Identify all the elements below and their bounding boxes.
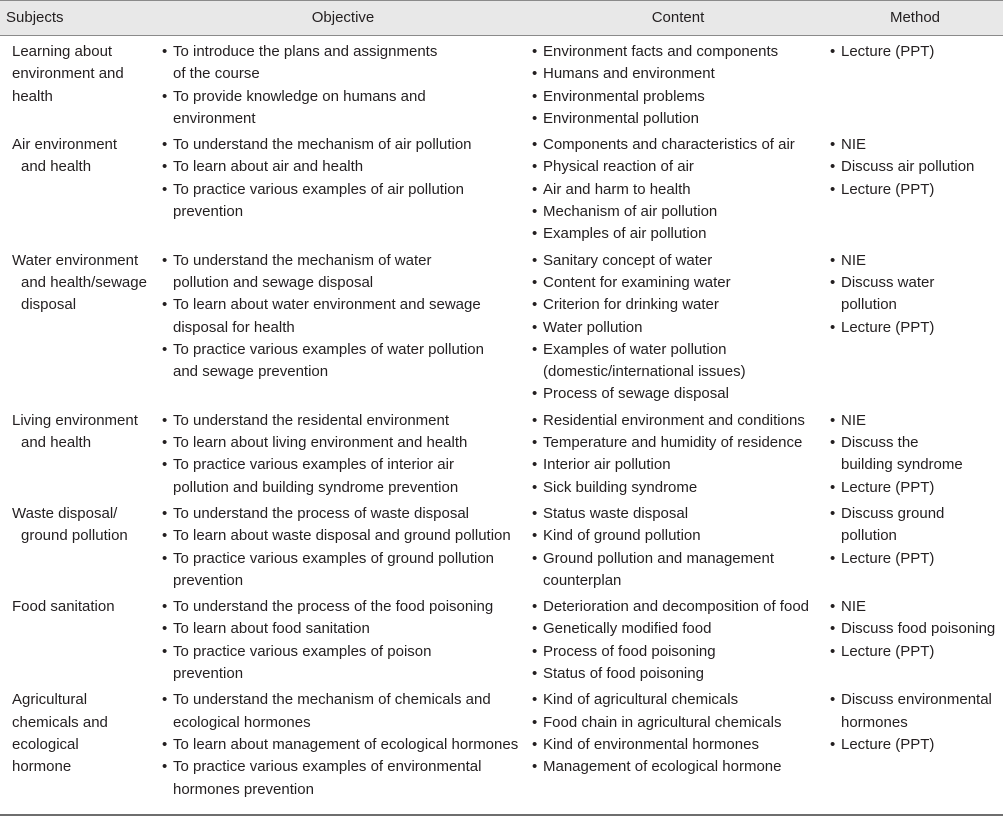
content-item bbox=[532, 250, 827, 272]
content-item bbox=[532, 503, 827, 525]
content-item bbox=[532, 641, 827, 663]
objective-text: • To practice various examples of poison bbox=[173, 642, 432, 660]
table-header bbox=[0, 0, 1003, 36]
objective-item bbox=[162, 410, 529, 432]
objective-text: • To practice various examples of air pollution bbox=[173, 180, 464, 198]
objective-text: • To practice various examples of interior air bbox=[173, 456, 454, 474]
content-text: • Sanitary concept of water bbox=[543, 251, 713, 269]
method-text: • Lecture (PPT) bbox=[841, 735, 935, 753]
method-text: pollution bbox=[841, 296, 897, 314]
content-item bbox=[532, 596, 827, 618]
content-cell bbox=[529, 41, 827, 130]
objective-cell bbox=[157, 41, 529, 130]
method-text: pollution bbox=[841, 527, 897, 545]
content-text: • Environmental pollution bbox=[543, 109, 699, 127]
subject-line: and health bbox=[21, 434, 92, 452]
content-text: • Air and harm to health bbox=[543, 180, 691, 198]
method-cell bbox=[827, 250, 1003, 406]
objective-text: prevention bbox=[173, 571, 244, 589]
content-item bbox=[532, 548, 827, 593]
objective-text: hormones prevention bbox=[173, 780, 314, 798]
content-text: • Ground pollution and management bbox=[543, 549, 774, 567]
table-row bbox=[0, 41, 1003, 130]
method-item bbox=[830, 503, 1003, 548]
method-cell bbox=[827, 410, 1003, 499]
objective-item bbox=[162, 618, 529, 640]
content-cell bbox=[529, 134, 827, 245]
content-item bbox=[532, 477, 827, 499]
subject-cell bbox=[0, 250, 157, 406]
objective-text: • To introduce the plans and assignments bbox=[173, 43, 438, 60]
objective-text: environment bbox=[173, 109, 256, 127]
content-text: • Physical reaction of air bbox=[543, 158, 694, 176]
content-text: • Content for examining water bbox=[543, 273, 731, 291]
content-cell bbox=[529, 689, 827, 800]
objective-text: • To learn about waste disposal and ground pollution bbox=[173, 527, 511, 545]
method-item bbox=[830, 41, 1003, 63]
method-text: • Lecture (PPT) bbox=[841, 43, 935, 60]
objective-text: • To learn about air and health bbox=[173, 158, 364, 176]
objective-text: • To learn about food sanitation bbox=[173, 620, 370, 638]
content-text: • Genetically modified food bbox=[543, 620, 712, 638]
method-item bbox=[830, 432, 1003, 477]
content-item bbox=[532, 454, 827, 476]
content-text: • Process of food poisoning bbox=[543, 642, 716, 660]
objective-text: prevention bbox=[173, 203, 244, 221]
content-item bbox=[532, 618, 827, 640]
method-item bbox=[830, 410, 1003, 432]
subject-cell bbox=[0, 503, 157, 592]
content-text: • Sick building syndrome bbox=[543, 478, 698, 496]
content-text: • Temperature and humidity of residence bbox=[543, 434, 803, 452]
content-item bbox=[532, 86, 827, 108]
objective-item bbox=[162, 250, 529, 295]
subject-cell bbox=[0, 689, 157, 800]
method-cell bbox=[827, 41, 1003, 130]
table-row bbox=[0, 503, 1003, 592]
content-item bbox=[532, 663, 827, 685]
objective-cell bbox=[157, 503, 529, 592]
content-item bbox=[532, 756, 827, 778]
method-item bbox=[830, 477, 1003, 499]
objective-item bbox=[162, 756, 529, 801]
content-text: • Kind of environmental hormones bbox=[543, 735, 759, 753]
method-text: • Discuss air pollution bbox=[841, 158, 975, 176]
method-text: hormones bbox=[841, 713, 908, 731]
objective-item bbox=[162, 641, 529, 686]
content-text: • Kind of ground pollution bbox=[543, 527, 701, 545]
subject-cell bbox=[0, 410, 157, 499]
method-text: • Lecture (PPT) bbox=[841, 642, 935, 660]
objective-item bbox=[162, 734, 529, 756]
content-item bbox=[532, 179, 827, 201]
content-item bbox=[532, 432, 827, 454]
subject-cell bbox=[0, 134, 157, 245]
content-text: • Environment facts and components bbox=[543, 43, 779, 60]
objective-text: pollution and sewage disposal bbox=[173, 273, 374, 291]
content-item bbox=[532, 272, 827, 294]
content-text: • Components and characteristics of air bbox=[543, 136, 795, 154]
content-text: • Deterioration and decomposition of food bbox=[543, 598, 810, 616]
content-item bbox=[532, 63, 827, 85]
method-text: • NIE bbox=[841, 251, 867, 269]
method-text: • Lecture (PPT) bbox=[841, 318, 935, 336]
objective-text: • To learn about water environment and sewage bbox=[173, 296, 481, 314]
content-text: • Residential environment and conditions bbox=[543, 411, 805, 429]
method-item bbox=[830, 134, 1003, 156]
subject-line: Learning about bbox=[12, 43, 113, 60]
objective-item bbox=[162, 156, 529, 178]
content-item bbox=[532, 41, 827, 63]
objective-text: • To understand the mechanism of air pollution bbox=[173, 136, 472, 154]
method-text: building syndrome bbox=[841, 456, 963, 474]
method-text: • Discuss the bbox=[841, 434, 919, 452]
content-text: • Examples of water pollution bbox=[543, 340, 727, 358]
header-method: Method bbox=[889, 9, 941, 26]
objective-item bbox=[162, 432, 529, 454]
method-text: • NIE bbox=[841, 411, 867, 429]
objective-text: • To practice various examples of environmental bbox=[173, 758, 482, 776]
table-row bbox=[0, 410, 1003, 499]
objective-cell bbox=[157, 250, 529, 406]
objective-item bbox=[162, 548, 529, 593]
method-text: • Discuss ground bbox=[841, 504, 945, 522]
subject-line: chemicals and bbox=[12, 713, 108, 731]
method-text: • NIE bbox=[841, 598, 867, 616]
content-text: • Process of sewage disposal bbox=[543, 385, 729, 403]
content-item bbox=[532, 734, 827, 756]
table-row bbox=[0, 134, 1003, 245]
objective-text: • To practice various examples of water pollution bbox=[173, 340, 484, 358]
objective-item bbox=[162, 689, 529, 734]
objective-text: prevention bbox=[173, 665, 244, 683]
content-text: • Examples of air pollution bbox=[543, 225, 707, 243]
method-text: • NIE bbox=[841, 136, 867, 154]
header-objective: Objective bbox=[311, 9, 375, 26]
objective-text: of the course bbox=[173, 65, 260, 83]
method-text: • Discuss food poisoning bbox=[841, 620, 996, 638]
objective-text: • To practice various examples of ground pollution bbox=[173, 549, 495, 567]
objective-text: • To understand the process of waste disposal bbox=[173, 504, 470, 522]
objective-cell bbox=[157, 134, 529, 245]
subject-line: Agricultural bbox=[12, 691, 88, 709]
subject-line: Air environment bbox=[12, 136, 118, 154]
objective-item bbox=[162, 454, 529, 499]
subject-line: ground pollution bbox=[21, 527, 128, 545]
content-item bbox=[532, 156, 827, 178]
objective-text: ecological hormones bbox=[173, 713, 311, 731]
objective-text: • To learn about management of ecological hormones bbox=[173, 735, 519, 753]
method-item bbox=[830, 641, 1003, 663]
content-cell bbox=[529, 250, 827, 406]
table-body bbox=[0, 41, 1003, 801]
method-item bbox=[830, 689, 1003, 734]
objective-text: • To learn about living environment and health bbox=[173, 434, 468, 452]
method-item bbox=[830, 317, 1003, 339]
content-text: • Criterion for drinking water bbox=[543, 296, 719, 314]
subject-line: and health bbox=[21, 158, 92, 176]
method-text: • Lecture (PPT) bbox=[841, 478, 935, 496]
content-item bbox=[532, 410, 827, 432]
objective-text: • To understand the residental environment bbox=[173, 411, 450, 429]
content-text: • Humans and environment bbox=[543, 65, 715, 83]
subject-line: health bbox=[12, 87, 53, 105]
objective-text: • To understand the process of the food poisoning bbox=[173, 598, 494, 616]
method-item bbox=[830, 734, 1003, 756]
content-text: • Kind of agricultural chemicals bbox=[543, 691, 739, 709]
method-item bbox=[830, 250, 1003, 272]
method-item bbox=[830, 596, 1003, 618]
content-text: • Interior air pollution bbox=[543, 456, 671, 474]
content-text: • Food chain in agricultural chemicals bbox=[543, 713, 782, 731]
table-row bbox=[0, 250, 1003, 406]
subject-line: Waste disposal/ bbox=[12, 504, 118, 522]
method-item bbox=[830, 156, 1003, 178]
method-item bbox=[830, 618, 1003, 640]
content-item bbox=[532, 339, 827, 384]
objective-item bbox=[162, 41, 529, 86]
content-text: counterplan bbox=[543, 571, 622, 589]
subject-line: environment and bbox=[12, 65, 124, 83]
method-item bbox=[830, 179, 1003, 201]
subject-line: Living environment bbox=[12, 411, 138, 429]
objective-item bbox=[162, 503, 529, 525]
objective-item bbox=[162, 596, 529, 618]
method-text: • Lecture (PPT) bbox=[841, 549, 935, 567]
objective-cell bbox=[157, 689, 529, 800]
objective-text: • To understand the mechanism of water bbox=[173, 251, 432, 269]
content-item bbox=[532, 712, 827, 734]
content-item bbox=[532, 525, 827, 547]
subject-cell bbox=[0, 41, 157, 130]
objective-item bbox=[162, 179, 529, 224]
objective-cell bbox=[157, 596, 529, 685]
method-cell bbox=[827, 596, 1003, 685]
content-text: • Environmental problems bbox=[543, 87, 705, 105]
objective-text: • To understand the mechanism of chemicals and bbox=[173, 691, 491, 709]
objective-item bbox=[162, 86, 529, 131]
objective-item bbox=[162, 134, 529, 156]
method-text: • Lecture (PPT) bbox=[841, 180, 935, 198]
content-cell bbox=[529, 410, 827, 499]
subject-line: Water environment bbox=[12, 251, 139, 269]
content-text: • Management of ecological hormone bbox=[543, 758, 782, 776]
objective-item bbox=[162, 294, 529, 339]
method-text: • Discuss environmental bbox=[841, 691, 992, 709]
method-item bbox=[830, 548, 1003, 570]
content-item bbox=[532, 689, 827, 711]
content-item bbox=[532, 201, 827, 223]
content-text: • Status of food poisoning bbox=[543, 665, 704, 683]
content-text: • Water pollution bbox=[543, 318, 643, 336]
content-item bbox=[532, 108, 827, 130]
objective-item bbox=[162, 339, 529, 384]
objective-text: disposal for health bbox=[173, 318, 295, 336]
content-cell bbox=[529, 503, 827, 592]
subject-line: and health/sewage bbox=[21, 273, 147, 291]
content-item bbox=[532, 383, 827, 405]
subject-line: Food sanitation bbox=[12, 598, 115, 616]
content-item bbox=[532, 223, 827, 245]
header-content: Content bbox=[651, 9, 705, 26]
header-subjects: Subjects bbox=[6, 9, 64, 26]
subject-line: hormone bbox=[12, 758, 72, 776]
subject-line: disposal bbox=[21, 296, 77, 314]
content-text: • Status waste disposal bbox=[543, 504, 689, 522]
content-cell bbox=[529, 596, 827, 685]
method-cell bbox=[827, 689, 1003, 800]
content-item bbox=[532, 317, 827, 339]
objective-item bbox=[162, 525, 529, 547]
table-row bbox=[0, 596, 1003, 685]
method-text: • Discuss water bbox=[841, 273, 935, 291]
subject-line: ecological bbox=[12, 735, 79, 753]
subject-cell bbox=[0, 596, 157, 685]
method-cell bbox=[827, 503, 1003, 592]
content-text: • Mechanism of air pollution bbox=[543, 203, 718, 221]
method-cell bbox=[827, 134, 1003, 245]
table-row bbox=[0, 689, 1003, 800]
content-text: (domestic/international issues) bbox=[543, 363, 746, 381]
objective-text: • To provide knowledge on humans and bbox=[173, 87, 426, 105]
method-item bbox=[830, 272, 1003, 317]
objective-cell bbox=[157, 410, 529, 499]
objective-text: pollution and building syndrome prevention bbox=[173, 478, 459, 496]
content-item bbox=[532, 134, 827, 156]
content-item bbox=[532, 294, 827, 316]
objective-text: and sewage prevention bbox=[173, 363, 329, 381]
